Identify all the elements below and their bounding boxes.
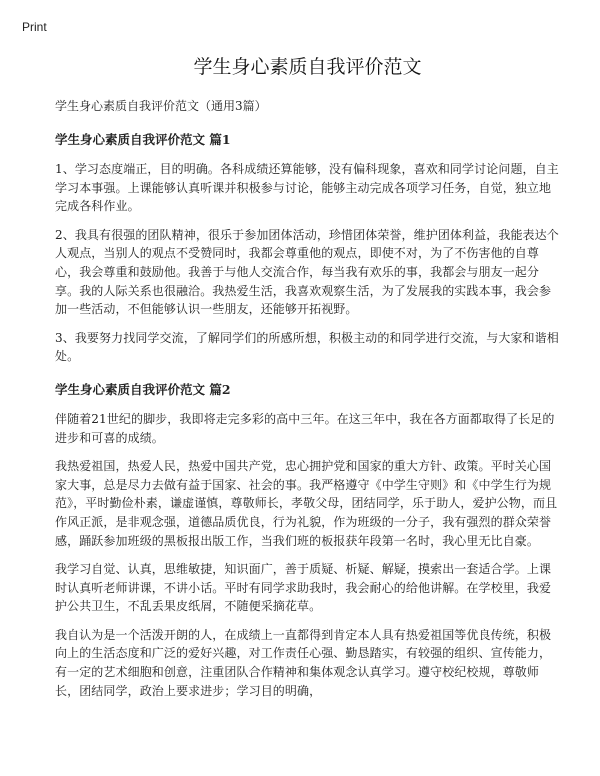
paragraph: 我学习自觉、认真，思维敏捷，知识面广，善于质疑、析疑、解疑，摸索出一套适合学。上课时认真听老师讲课，不讲小话。平时有同学求助我时，我会耐心的给他讲解。在学校里，我爱护公共卫生，不乱丢果皮纸屑，不随便采摘花草。 (55, 562, 552, 614)
paragraph: 伴随着21世纪的脚步，我即将走完多彩的高中三年。在这三年中，我在各方面都取得了长足的进步和可喜的成绩。 (55, 411, 555, 445)
paragraph: 1、学习态度端正，目的明确。各科成绩还算能够，没有偏科现象，喜欢和同学讨论问题，自主学习本事强。上课能够认真听课并积极参与讨论，能够主动完成各项学习任务，自觉，独立地完成各科作业。 (55, 162, 559, 214)
document-body (55, 52, 560, 700)
section-heading: 学生身心素质自我评价范文 篇2 (55, 381, 231, 397)
paragraph: 我热爱祖国，热爱人民，热爱中国共产党，忠心拥护党和国家的重大方针、政策。平时关心国家大事，总是尽力去做有益于国家、社会的事。我严格遵守《中学生守则》和《中学生行为规范》，平时勤俭朴素，谦虚谨慎，尊敬师长，孝敬父母，团结同学，乐于助人，爱护公物，而且作风正派，是非观念强，道德品质优良，行为礼貌，作为班级的一分子，我有强烈的群众荣誉感，踊跃参加班级的黑板报出版工作，当我们班的板报获年段第一名时，我心里无比自豪。 (55, 459, 558, 548)
section-1 (55, 130, 560, 366)
paragraph: 3、我要努力找同学交流，了解同学们的所感所想，积极主动的和同学进行交流，与大家和谐相处。 (55, 330, 559, 364)
section-2 (55, 380, 560, 700)
section-heading: 学生身心素质自我评价范文 篇1 (55, 132, 231, 147)
print-link[interactable]: Print (22, 20, 47, 34)
document-title: 学生身心素质自我评价范文 (193, 56, 422, 78)
paragraph: 2、我具有很强的团队精神，很乐于参加团体活动，珍惜团体荣誉，维护团体利益，我能表达个人观点，当别人的观点不受赞同时，我都会尊重他的观点，即使不对，为了不伤害他的自尊心，我会尊重和鼓励他。我善于与他人交流合作，每当我有欢乐的事，我都会与朋友一起分享。我的人际关系也很融洽。我热爱生活，我喜欢观察生活，为了发展我的实践本事，我会参加一些活动，不但能够认识一些朋友，还能够开拓视野。 (55, 227, 559, 317)
paragraph: 我自认为是一个活泼开朗的人，在成绩上一直都得到肯定本人具有热爱祖国等优良传统，积极向上的生活态度和广泛的爱好兴趣，对工作责任心强、勤恳踏实，有较强的组织、宣传能力，有一定的艺术细胞和创意，注重团队合作精神和集体观念认真学习。遵守校纪校规，尊敬师长，团结同学，政治上要求进步；学习目的明确， (55, 627, 552, 698)
document-subtitle: 学生身心素质自我评价范文（通用3篇） (55, 99, 267, 113)
